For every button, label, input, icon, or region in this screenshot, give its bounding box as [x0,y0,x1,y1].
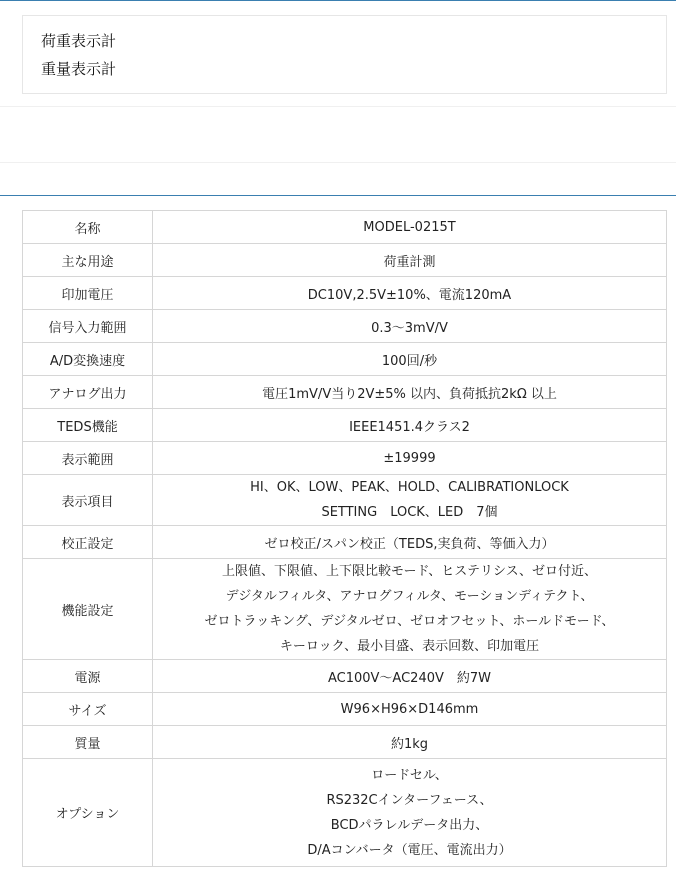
spec-label: 電源 [23,660,153,693]
spec-value-line: ゼロ校正/スパン校正（TEDS,実負荷、等価入力） [264,536,555,552]
spec-value-line: BCDパラレルデータ出力、 [330,817,489,833]
spec-row [23,211,667,244]
spec-value [153,660,667,693]
spec-value [153,559,667,660]
spec-label: A/D変換速度 [23,343,153,376]
spec-label: アナログ出力 [23,376,153,409]
spec-label: 機能設定 [23,559,153,660]
spec-value [153,693,667,726]
spec-value [153,442,667,475]
spec-value-line: W96×H96×D146mm [340,701,479,717]
spec-value-line: キーロック、最小目盛、表示回数、印加電圧 [279,639,540,654]
spec-row [23,376,667,409]
spec-value-line: ロードセル、 [371,767,448,783]
spec-label: 表示範囲 [23,442,153,475]
spec-value [153,475,667,526]
spec-value-line: IEEE1451.4クラス2 [349,419,470,435]
spec-label: サイズ [23,693,153,726]
spec-row [23,475,667,526]
spec-value-line: ±19999 [383,450,436,466]
spec-row [23,343,667,376]
product-title-box [22,15,667,94]
spec-label: TEDS機能 [23,409,153,442]
spec-value-line: 約1kg [390,736,429,752]
spec-value-line: 荷重計測 [383,254,436,270]
section-divider [0,162,676,163]
spec-row [23,409,667,442]
spec-row [23,442,667,475]
spec-top-divider [0,195,676,196]
spec-value [153,310,667,343]
spec-label: オプション [23,759,153,867]
top-divider [0,0,676,1]
spec-value-line: 電圧1mV/V当り2V±5% 以内、負荷抵抗2kΩ 以上 [262,386,557,402]
spec-value [153,726,667,759]
spec-value [153,759,667,867]
spec-label: 信号入力範囲 [23,310,153,343]
spec-value-line: HI、OK、LOW、PEAK、HOLD、CALIBRATIONLOCK [250,480,569,495]
spec-value-line: 0.3～3mV/V [371,320,448,336]
spec-label: 質量 [23,726,153,759]
spec-row [23,693,667,726]
section-divider [0,106,676,107]
spec-value-line: SETTING LOCK、LED 7個 [321,505,498,520]
spec-label: 名称 [23,211,153,244]
spec-value [153,409,667,442]
spec-table [22,210,667,867]
spec-row [23,277,667,310]
spec-row [23,244,667,277]
spec-value-line: D/Aコンバータ（電圧、電流出力） [307,842,512,858]
spec-value [153,526,667,559]
spec-value-line: MODEL-0215T [363,219,456,235]
spec-value-line: 100回/秒 [381,353,438,369]
spec-value-line: ゼロトラッキング、デジタルゼロ、ゼロオフセット、ホールドモード、 [204,614,615,629]
spec-value-line: 上限値、下限値、上下限比較モード、ヒステリシス、ゼロ付近、 [221,564,598,579]
spec-value-line: DC10V,2.5V±10%、電流120mA [307,287,512,303]
spec-value-line: AC100V～AC240V 約7W [327,670,492,686]
spec-label: 表示項目 [23,475,153,526]
spec-value [153,277,667,310]
spec-value [153,244,667,277]
spec-value-line: RS232Cインターフェース、 [326,792,493,808]
spec-row [23,726,667,759]
product-title-line-1: 荷重表示計 [41,32,117,50]
spec-label: 主な用途 [23,244,153,277]
spec-row [23,660,667,693]
spec-row [23,559,667,660]
spec-value-line: デジタルフィルタ、アナログフィルタ、モーションディテクト、 [225,589,594,604]
spec-value [153,343,667,376]
spec-label: 校正設定 [23,526,153,559]
spec-row [23,526,667,559]
spec-value [153,376,667,409]
spec-value [153,211,667,244]
spec-row [23,759,667,867]
spec-row [23,310,667,343]
product-title-line-2: 重量表示計 [41,60,117,78]
spec-label: 印加電圧 [23,277,153,310]
